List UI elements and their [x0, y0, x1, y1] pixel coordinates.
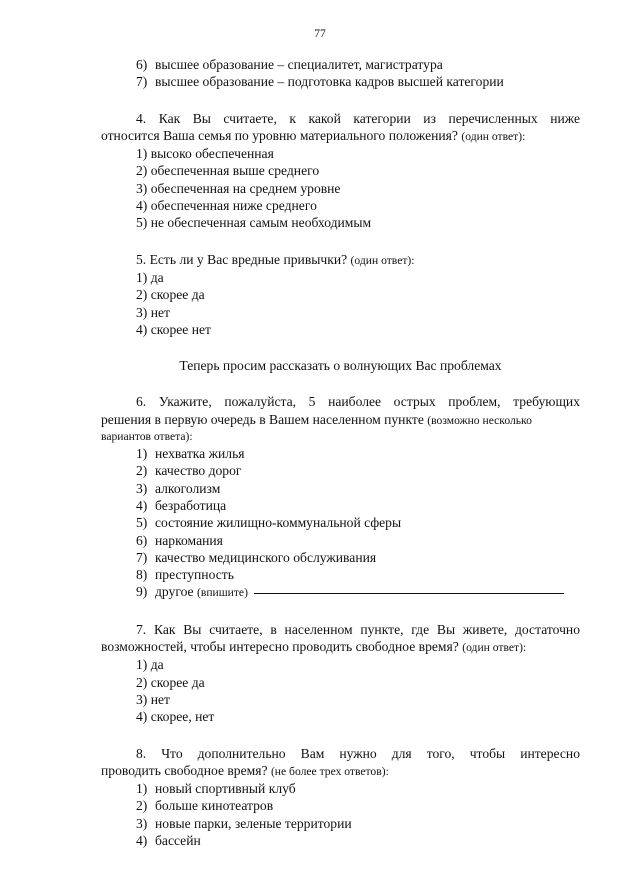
question-text: возможностей, чтобы интересно проводить свободное время? (один ответ):	[101, 639, 527, 655]
answer-option: 4) скорее, нет	[136, 709, 215, 725]
answer-option: 1) да	[136, 269, 164, 285]
answer-option: 8) преступность	[136, 567, 234, 583]
page-number: 77	[314, 28, 326, 40]
list-item: 7) высшее образование – подготовка кадров высшей категории	[136, 74, 504, 90]
answer-option: 7) качество медицинского обслуживания	[136, 549, 377, 565]
answer-option: 3) нет	[136, 691, 170, 707]
question-8	[101, 745, 580, 850]
answer-note: (впишите)	[196, 586, 248, 600]
answer-note: (не более трех ответов):	[270, 764, 389, 778]
answer-option: 5) не обеспеченная самым необходимым	[136, 215, 372, 231]
question-5	[101, 251, 580, 338]
answer-option: 4) обеспеченная ниже среднего	[136, 198, 317, 214]
write-in-line	[254, 593, 564, 594]
answer-note: (возможно несколько	[427, 413, 532, 427]
answer-option: 4) бассейн	[136, 832, 201, 848]
question-4	[101, 110, 580, 232]
section-title: Теперь просим рассказать о волнующих Вас проблемах	[179, 358, 502, 374]
answer-option: 1) да	[136, 657, 164, 673]
answer-option: 3) нет	[136, 304, 170, 320]
answer-option: 5) состояние жилищно-коммунальной сферы	[136, 515, 402, 531]
question-text: 5. Есть ли у Вас вредные привычки? (один ответ):	[136, 251, 415, 267]
answer-option: 3) обеспеченная на среднем уровне	[136, 180, 341, 196]
question-text: 4. Как Вы считаете, к какой категории из перечисленных ниже	[136, 110, 580, 126]
answer-option: 2) больше кинотеатров	[136, 798, 274, 814]
questionnaire-content	[101, 56, 580, 849]
answer-option: 3) новые парки, зеленые территории	[136, 815, 352, 831]
question-text: относится Ваша семья по уровню материального положения? (один ответ):	[101, 127, 526, 143]
question-7	[101, 621, 580, 726]
answer-option: 2) обеспеченная выше среднего	[136, 163, 320, 179]
answer-option: 4) скорее нет	[136, 321, 211, 337]
question-text: проводить свободное время? (не более трех ответов):	[101, 762, 389, 778]
answer-option: 2) скорее да	[136, 674, 205, 690]
question-text: решения в первую очередь в Вашем населенном пункте (возможно несколько	[101, 411, 532, 427]
answer-option: 2) качество дорог	[136, 463, 242, 479]
answer-option: 4) безработица	[136, 497, 227, 513]
answer-option: 1) новый спортивный клуб	[136, 781, 296, 797]
question-text: 6. Укажите, пожалуйста, 5 наиболее острых проблем, требующих	[136, 394, 580, 410]
answer-note: (один ответ):	[350, 253, 415, 267]
answer-option: 6) наркомания	[136, 532, 223, 548]
answer-note: (один ответ):	[461, 129, 526, 143]
answer-option: 2) скорее да	[136, 287, 205, 303]
question-text: 7. Как Вы считаете, в населенном пункте, где Вы живете, достаточно	[136, 621, 580, 637]
answer-option-other: 9) другое (впишите)	[101, 583, 580, 601]
answer-option: 3) алкоголизм	[136, 480, 221, 496]
answer-option: 1) нехватка жилья	[136, 446, 245, 462]
answer-note: (один ответ):	[462, 641, 527, 655]
question-text: 8. Что дополнительно Вам нужно для того, чтобы интересно	[136, 745, 580, 761]
answer-option: 1) высоко обеспеченная	[136, 146, 274, 162]
question-6	[101, 393, 580, 601]
list-item: 6) высшее образование – специалитет, магистратура	[136, 57, 443, 72]
answer-note: вариантов ответа):	[101, 430, 193, 444]
